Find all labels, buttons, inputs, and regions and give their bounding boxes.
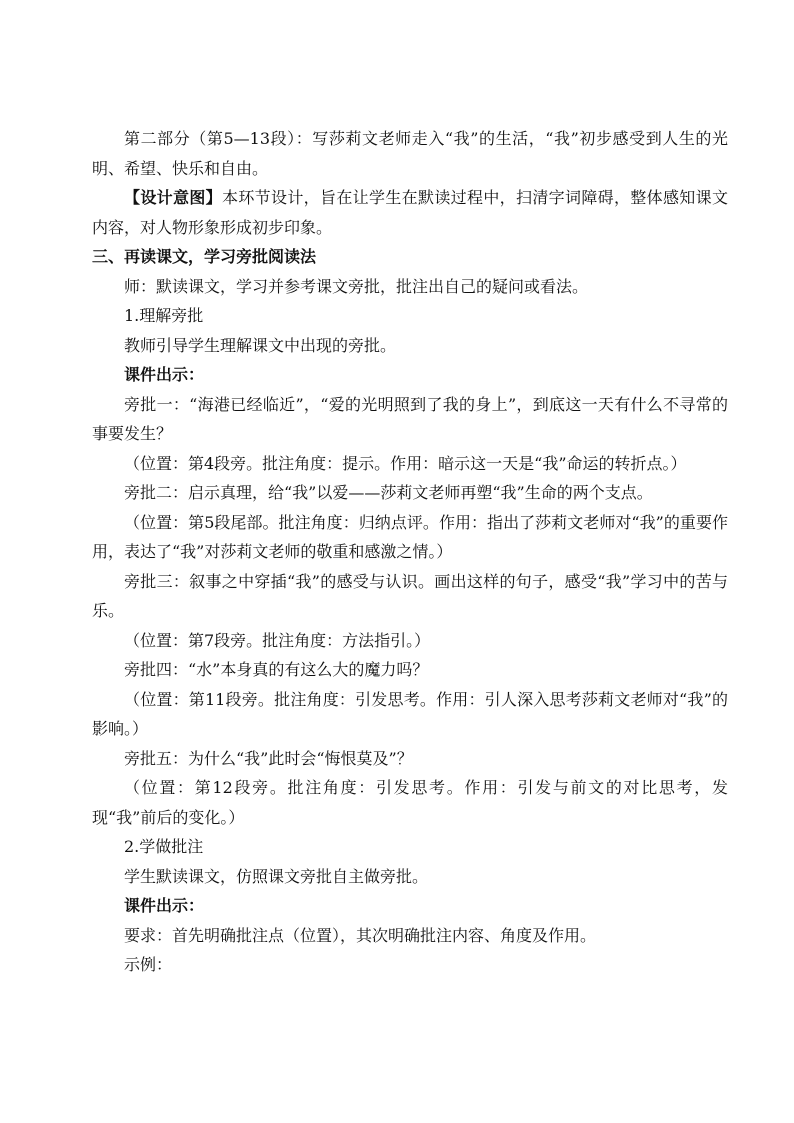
- paragraph-teacher: 师：默读课文，学习并参考课文旁批，批注出自己的疑问或看法。: [124, 276, 589, 296]
- document-body: [92, 124, 728, 980]
- note-4: 旁批四：“水”本身真的有这么大的魔力吗？: [124, 660, 429, 679]
- design-intent-label: 【设计意图】: [124, 188, 222, 207]
- note-3-info: （位置：第7段旁。批注角度：方法指引。）: [124, 630, 431, 650]
- note-5: 旁批五：为什么“我”此时会“悔恨莫及”？: [124, 748, 413, 768]
- note-3: 旁批三：叙事之中穿插“我”的感受与认识。画出这样的句子，感受“我”学习中的苦与乐。: [92, 571, 728, 620]
- subheading-practice: 2.学做批注: [124, 837, 204, 856]
- note-5-info: （位置：第12段旁。批注角度：引发思考。作用：引发与前文的对比思考，发现“我”前后的变化。）: [92, 778, 728, 827]
- paragraph-guide: 教师引导学生理解课文中出现的旁批。: [124, 335, 397, 355]
- note-1: 旁批一：“海港已经临近”，“爱的光明照到了我的身上”，到底这一天有什么不寻常的事要发生？: [92, 394, 728, 443]
- note-2: 旁批二：启示真理，给“我”以爱——莎莉文老师再塑“我”生命的两个支点。: [124, 483, 653, 502]
- paragraph-requirement: 要求：首先明确批注点（位置），其次明确批注内容、角度及作用。: [124, 925, 597, 945]
- courseware-label-2: 课件出示：: [124, 896, 205, 915]
- note-1-info: （位置：第4段旁。批注角度：提示。作用：暗示这一天是“我”命运的转折点。）: [124, 453, 687, 473]
- note-4-info: （位置：第11段旁。批注角度：引发思考。作用：引人深入思考莎莉文老师对“我”的影响。）: [92, 689, 728, 738]
- design-intent-text: 本环节设计，旨在让学生在默读过程中，扫清字词障碍，整体感知课文内容，对人物形象形成初步印象。: [92, 188, 728, 237]
- paragraph-part2: 第二部分（第5—13段）：写莎莉文老师走入“我”的生活，“我”初步感受到人生的光明、希望、快乐和自由。: [92, 129, 728, 178]
- paragraph-example: 示例：: [124, 955, 173, 974]
- paragraph-design-intent: [92, 183, 728, 242]
- courseware-label-1: 课件出示：: [124, 365, 205, 384]
- subheading-understand: 1.理解旁批: [124, 306, 204, 325]
- section3-heading: 三、再读课文，学习旁批阅读法: [92, 247, 317, 266]
- note-2-info: （位置：第5段尾部。批注角度：归纳点评。作用：指出了莎莉文老师对“我”的重要作用，表达了“我”对莎莉文老师的敬重和感激之情。）: [92, 512, 728, 561]
- paragraph-practice: 学生默读课文，仿照课文旁批自主做旁批。: [124, 866, 429, 886]
